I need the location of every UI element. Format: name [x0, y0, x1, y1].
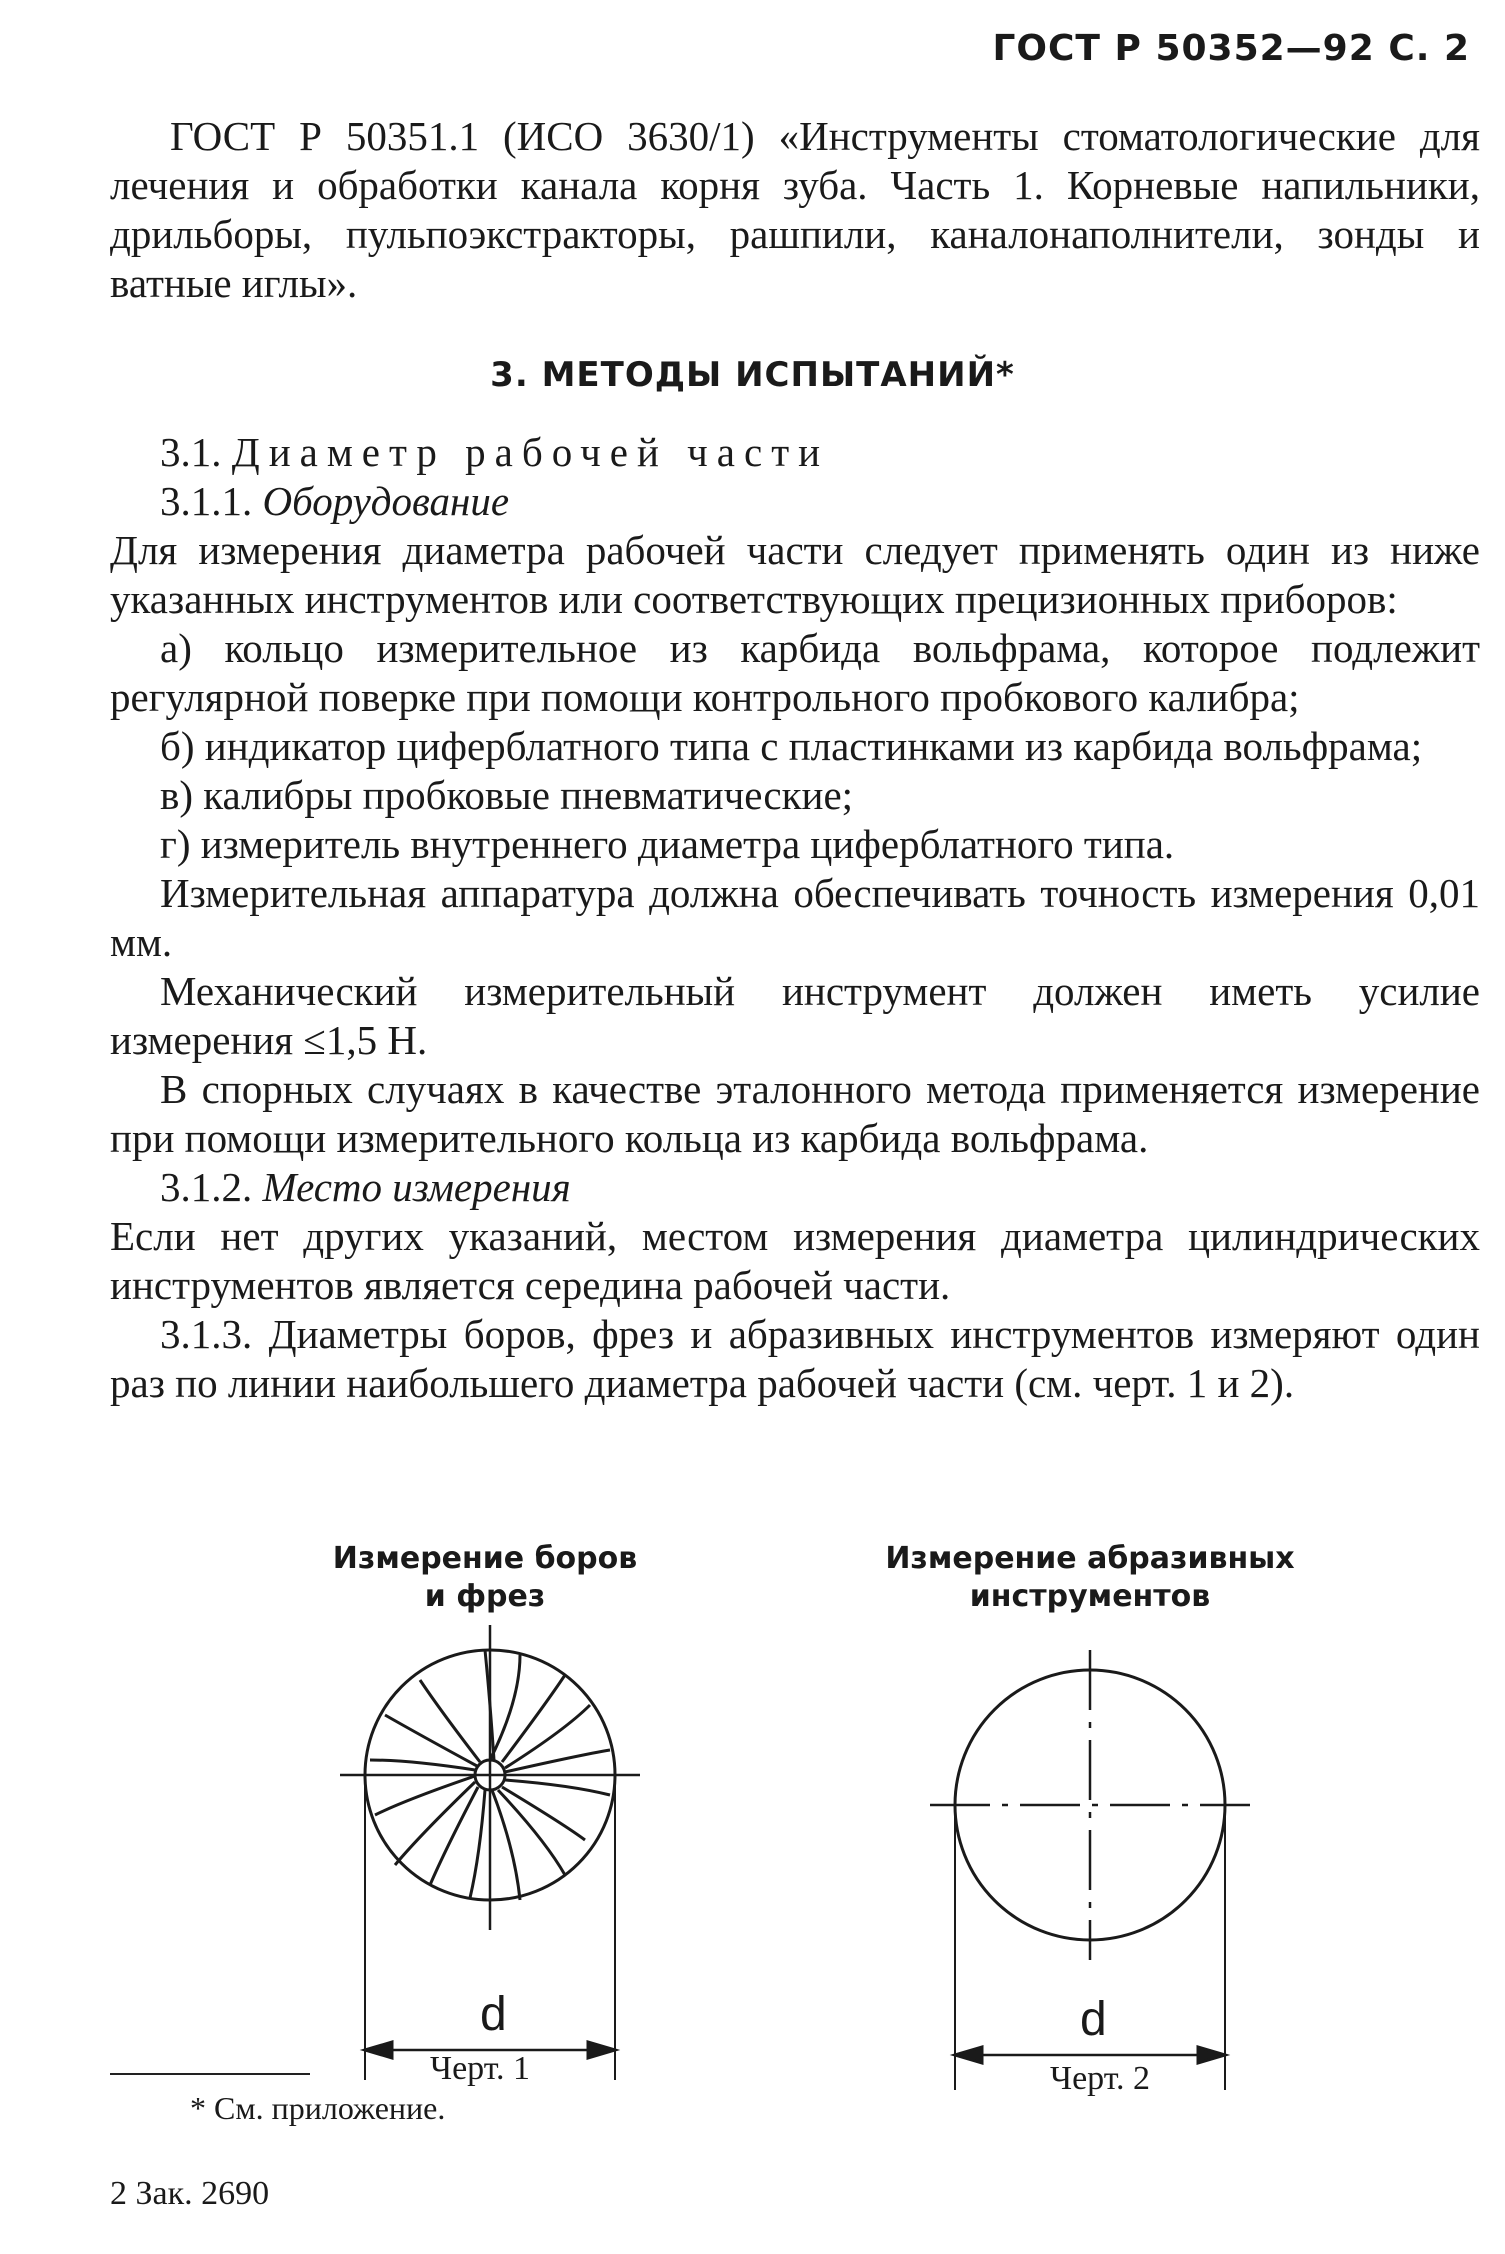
- list-item-b: б) индикатор циферблатного типа с пластинками из карбида вольфрама;: [160, 723, 1423, 769]
- paragraph-3-1-3: 3.1.3. Диаметры боров, фрез и абразивных инструментов измеряют один раз по линии наибольшего диаметра рабочей части (см. черт. 1 и 2).: [110, 1311, 1480, 1406]
- paragraph-accuracy: Измерительная аппаратура должна обеспечивать точность измерения 0,01 мм.: [110, 870, 1480, 965]
- paragraph-location: Если нет других указаний, местом измерения диаметра цилиндрических инструментов является середина рабочей части.: [110, 1213, 1480, 1308]
- figure-2-drawing: [930, 1620, 1290, 2100]
- paragraph-equipment: Для измерения диаметра рабочей части следует применять один из ниже указанных инструментов или соответствующих прецизионных приборов:: [110, 527, 1480, 622]
- figure-2-label: Черт. 2: [1049, 2060, 1151, 2097]
- footnote-divider: [110, 2073, 310, 2075]
- paragraph-force: Механический измерительный инструмент должен иметь усилие измерения ≤1,5 Н.: [110, 968, 1480, 1063]
- page-header: ГОСТ Р 50352—92 С. 2: [992, 28, 1470, 69]
- figure-1-drawing: [280, 1610, 700, 2090]
- subsection-3-1-2-heading: 3.1.2. Место измерения: [160, 1164, 571, 1210]
- subsection-heading: 3.1. Диаметр рабочей части: [160, 429, 830, 475]
- subsection-3-1-1-heading: 3.1.1. Оборудование: [160, 478, 510, 524]
- list-item-g: г) измеритель внутреннего диаметра циферблатного типа.: [160, 821, 1175, 867]
- figure-1-dim-label: d: [480, 1988, 507, 2041]
- intro-paragraph: ГОСТ Р 50351.1 (ИСО 3630/1) «Инструменты стоматологические для лечения и обработки канала корня зуба. Часть 1. Корневые напильники, дрильборы, пульпоэкстракторы, рашпили, каналонаполнители, зонды и ватные иглы».: [110, 113, 1480, 306]
- figure-1-label: Черт. 1: [429, 2050, 531, 2087]
- paragraph-reference-method: В спорных случаях в качестве эталонного метода применяется измерение при помощи измерительного кольца из карбида вольфрама.: [110, 1066, 1480, 1161]
- section-title: 3. МЕТОДЫ ИСПЫТАНИЙ*: [490, 355, 1015, 395]
- figure-1-caption: Измерение боров и фрез: [332, 1541, 638, 1614]
- list-item-v: в) калибры пробковые пневматические;: [160, 772, 854, 818]
- figure-2-caption: Измерение абразивных инструментов: [885, 1541, 1295, 1614]
- section-body: [110, 428, 1480, 1408]
- figure-2-dim-label: d: [1080, 1993, 1107, 2046]
- order-number: 2 Зак. 2690: [110, 2175, 270, 2212]
- list-item-a: а) кольцо измерительное из карбида вольфрама, которое подлежит регулярной поверке при помощи контрольного пробкового калибра;: [110, 625, 1480, 720]
- footnote: * См. приложение.: [190, 2090, 446, 2126]
